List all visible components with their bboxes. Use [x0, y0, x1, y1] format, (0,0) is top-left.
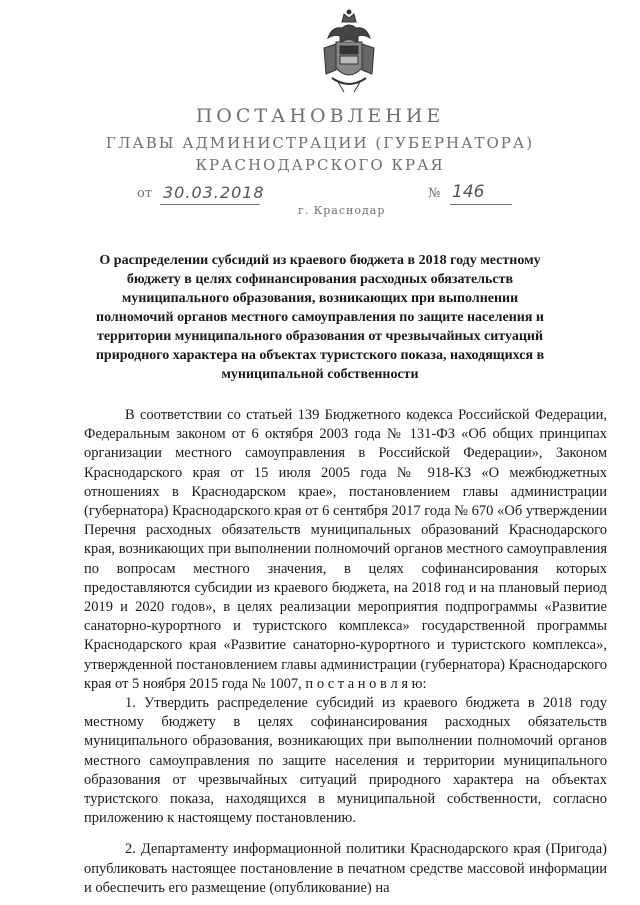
- date-label: от: [137, 186, 153, 201]
- clause-1-paragraph: 1. Утвердить распределение субсидий из краевого бюджета в 2018 году местному бюджету в целях софинансирования расходных обязательств муниципального образования, возникающих при выполнении полномочий органов местного самоуправления по защите населения и территории муниципального образования от чрезвычайных ситуаций природного характера на объектах туристского показа, находящихся в муниципальной собственности, согласно приложению к настоящему постановлению.: [84, 695, 607, 827]
- document-type-heading: ПОСТАНОВЛЕНИЕ: [195, 105, 445, 127]
- document-body: [84, 406, 607, 898]
- date-value: 30.03.2018: [163, 183, 265, 202]
- number-label: №: [428, 186, 441, 201]
- city-label: г. Краснодар: [298, 204, 386, 217]
- number-underline: [450, 204, 512, 205]
- date-underline: [160, 204, 260, 205]
- preamble-paragraph: В соответствии со статьей 139 Бюджетного кодекса Российской Федерации, Федеральным законом от 6 октября 2003 года № 131-ФЗ «Об общих принципах организации местного самоуправления в Российской Федерации», Законом Краснодарского края от 15 июля 2005 года № 918-КЗ «О межбюджетных отношениях в Краснодарском крае», постановлением главы администрации (губернатора) Краснодарского края от 6 сентября 2017 года № 670 «Об утверждении Перечня расходных обязательств муниципальных образований Краснодарского края, возникающих при выполнении полномочий органов местного самоуправления по вопросам местного значения, в целях софинансирования которых предоставляются субсидии из краевого бюджета, на 2018 год и на плановый период 2019 и 2020 годов», в целях реализации мероприятия подпрограммы «Развитие санаторно-курортного и туристского комплекса» государственной программы Краснодарского края «Развитие санаторно-курортного и туристского комплекса», утвержденной постановлением главы администрации (губернатора) Краснодарского края от 5 ноября 2015 года № 1007, п о с т а н о в л я ю:: [84, 407, 607, 692]
- clause-2-paragraph: 2. Департаменту информационной политики Краснодарского края (Пригода) опубликовать настоящее постановление в печатном средстве массовой информации и обеспечить его размещение (опубликование) на: [84, 841, 607, 896]
- document-title: О распределении субсидий из краевого бюджета в 2018 году местному бюджету в целях софинансирования расходных обязательств муниципального образования, возникающих при выполнении полномочий органов местного самоуправления по защите населения и территории муниципального образования от чрезвычайных ситуаций природного характера на объектах туристского показа, находящихся в муниципальной собственности: [95, 253, 545, 382]
- region-heading: КРАСНОДАРСКОГО КРАЯ: [195, 156, 445, 174]
- number-value: 146: [452, 182, 485, 202]
- coat-of-arms-icon: [322, 8, 376, 94]
- issuer-heading: ГЛАВЫ АДМИНИСТРАЦИИ (ГУБЕРНАТОРА): [105, 134, 535, 152]
